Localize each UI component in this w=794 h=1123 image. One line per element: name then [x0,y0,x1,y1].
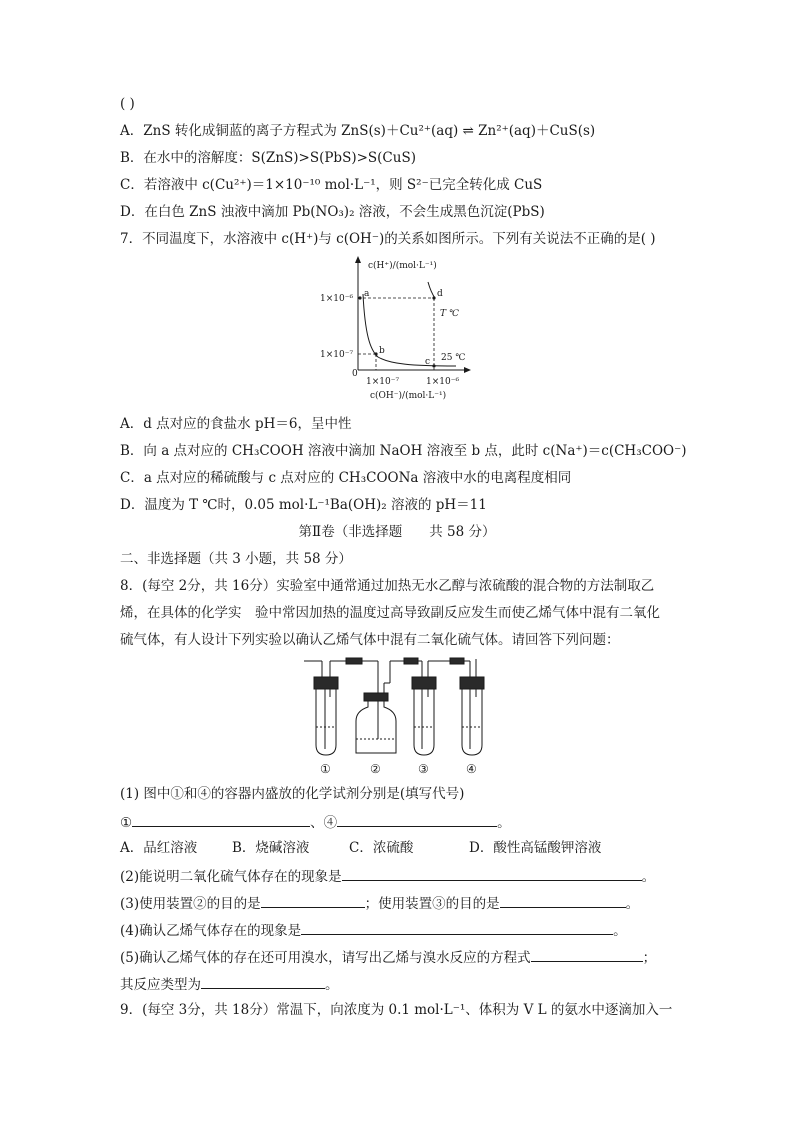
q8-sub5-row [120,947,656,967]
answer-blank-4[interactable] [337,812,497,827]
q8-choice-b: B．烧碱溶液 [232,840,310,856]
q8-sub3-b: ；使用装置③的目的是 [364,896,500,912]
curve-t [428,282,435,298]
answer-blank-sub5[interactable] [531,947,643,962]
curve-t-label: T ℃ [440,309,459,319]
origin-label: 0 [352,369,358,379]
point-b-dot [374,352,377,355]
section2-title: 第Ⅱ卷（非选择题 共 58 分） [298,524,496,540]
y-tick-1e-7: 1×10⁻⁷ [320,350,354,360]
apparatus-label-3: ③ [418,762,429,776]
connector-1-2 [346,658,362,664]
q7-option-a: A．d 点对应的食盐水 pH＝6，呈中性 [120,416,352,432]
point-c-label: c [425,357,431,367]
q8-sub2-row [120,866,655,886]
q8-sub1-end: 。 [497,815,511,831]
q6-option-b: B．在水中的溶解度：S(ZnS)>S(PbS)>S(CuS) [120,150,416,166]
q6-option-c: C．若溶液中 c(Cu²⁺)＝1×10⁻¹⁰ mol·L⁻¹，则 S²⁻已完全转化成 CuS [120,177,543,193]
q8-sub1-mark-1: ① [120,815,133,831]
tube-3 [412,661,450,755]
q8-sub2-end: 。 [641,869,656,885]
point-d-dot [432,296,435,299]
q6-answer-paren: ( ) [120,96,135,112]
tube-4 [460,659,484,755]
q8-sub1: (1) 图中①和④的容器内盛放的化学试剂分别是(填写代号) [120,786,465,802]
q8-line-1: 8．(每空 2分，共 16分）实验室中通常通过加热无水乙醇与浓硫酸的混合物的方法制取乙 [120,578,655,594]
apparatus-figure [298,653,498,779]
point-b-label: b [379,346,385,356]
answer-blank-1[interactable] [132,812,310,827]
answer-blank-sub2[interactable] [342,866,642,881]
q7-option-d: D．温度为 T ℃时，0.05 mol·L⁻¹Ba(OH)₂ 溶液的 pH＝11 [120,497,487,513]
point-a-dot [358,296,361,299]
apparatus-label-1: ① [320,762,331,776]
q8-sub3-row [120,893,639,913]
q8-sub5b: 其反应类型为 [120,977,201,993]
y-axis-arrow [355,256,361,263]
q8-choice-c: C．浓硫酸 [349,840,414,856]
q8-choice-d: D．酸性高锰酸钾溶液 [469,840,602,856]
q8-sub4-end: 。 [613,923,627,939]
apparatus-label-2: ② [370,762,381,776]
q8-sub1-answer-row [120,812,511,832]
q8-sub5: (5)确认乙烯气体的存在还可用溴水，请写出乙烯与溴水反应的方程式 [120,950,531,966]
q8-line-2: 烯，在具体的化学实 验中常因加热的温度过高导致副反应发生而使乙烯气体中混有二氧化 [120,605,660,621]
x-tick-1e-6: 1×10⁻⁶ [426,377,460,387]
x-axis-label: c(OH⁻)/(mol·L⁻¹) [370,391,447,401]
answer-blank-sub4[interactable] [301,920,613,935]
answer-blank-sub5b[interactable] [201,974,325,989]
point-c-dot [432,364,435,367]
q6-option-d: D．在白色 ZnS 浊液中滴加 Pb(NO₃)₂ 溶液，不会生成黑色沉淀(PbS) [120,204,545,220]
x-tick-1e-7: 1×10⁻⁷ [366,377,400,387]
apparatus-label-4: ④ [466,762,477,776]
q8-choice-a: A．品红溶液 [120,840,198,856]
answer-blank-sub3-a[interactable] [261,893,365,908]
q8-sub3-end: 。 [625,896,640,912]
q7-stem: 7．不同温度下，水溶液中 c(H⁺)与 c(OH⁻)的关系如图所示。下列有关说法不正确的是( ) [120,231,656,247]
q8-sub4: (4)确认乙烯气体存在的现象是 [120,923,302,939]
curve-25c-label: 25 ℃ [441,353,466,363]
q8-sub1-sep: 、④ [310,815,338,831]
q7-option-b: B．向 a 点对应的 CH₃COOH 溶液中滴加 NaOH 溶液至 b 点，此时 c(Na⁺)＝c(CH₃COO⁻) [120,443,687,459]
q6-option-a: A．ZnS 转化成铜蓝的离子方程式为 ZnS(s)＋Cu²⁺(aq) ⇌ Zn²⁺(aq)＋CuS(s) [120,123,596,139]
tube-1 [304,661,346,755]
q8-line-3: 硫气体，有人设计下列实验以确认乙烯气体中混有二氧化硫气体。请回答下列问题： [120,632,620,648]
y-axis-label: c(H⁺)/(mol·L⁻¹) [368,261,437,271]
q8-sub5-end: ； [642,950,657,966]
q8-sub2: (2)能说明二氧化硫气体存在的现象是 [120,869,342,885]
point-a-label: a [364,289,370,299]
q8-sub3-a: (3)使用装置②的目的是 [120,896,261,912]
q8-sub5b-row [120,974,339,994]
y-tick-1e-6: 1×10⁻⁶ [320,294,354,304]
q8-sub5b-end: 。 [325,977,339,993]
connector-2-3 [404,658,418,664]
answer-blank-sub3-b[interactable] [500,893,626,908]
connector-3-4 [450,658,464,664]
q8-sub4-row [120,920,627,940]
water-ionization-graph [316,254,486,406]
point-d-label: d [437,289,443,299]
q7-option-c: C．a 点对应的稀硫酸与 c 点对应的 CH₃COONa 溶液中水的电离程度相同 [120,470,572,486]
q9-line-1: 9．(每空 3分，共 18分）常温下，向浓度为 0.1 mol·L⁻¹、体积为 V L 的氨水中逐滴加入一 [120,1002,673,1018]
bottle-2 [356,661,404,753]
x-axis-arrow [464,367,471,373]
part2-heading: 二、非选择题（共 3 小题，共 58 分） [120,551,352,567]
